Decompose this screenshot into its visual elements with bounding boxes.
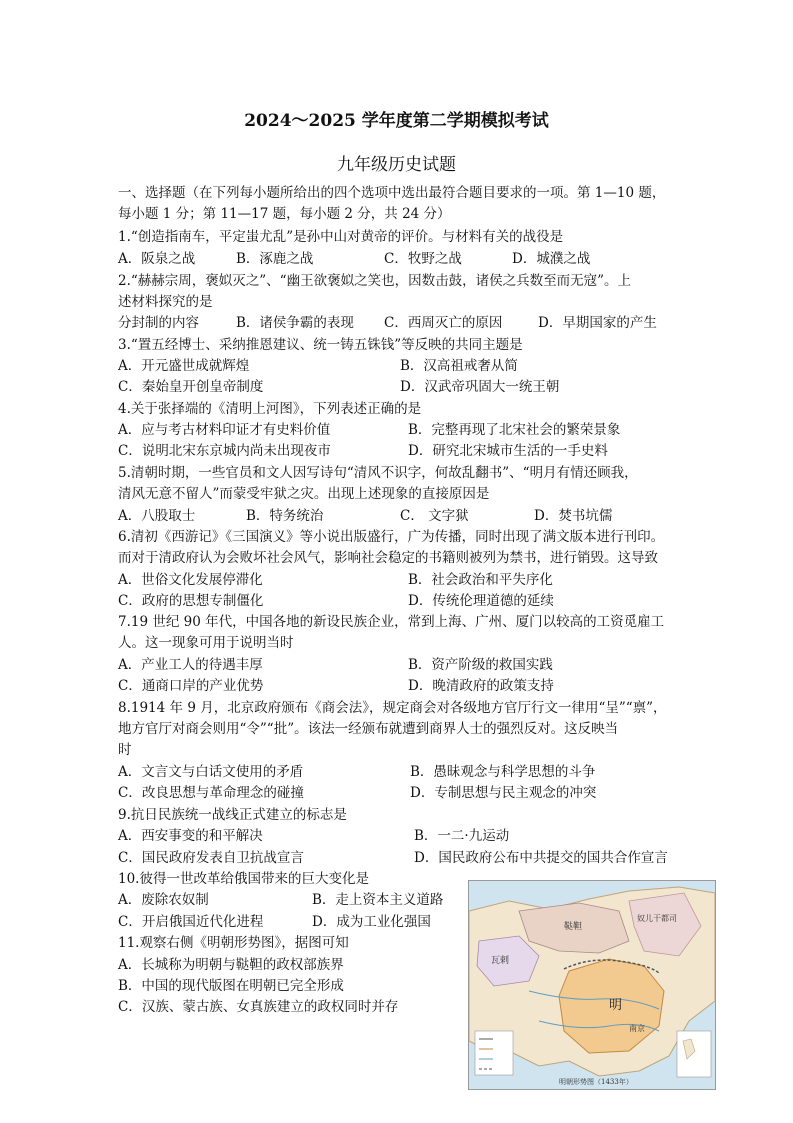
q6-option-c: C．政府的思想专制僵化	[118, 593, 264, 609]
q10-stem: 10.彼得一世改革给俄国带来的巨大变化是	[118, 871, 369, 887]
ming-map-image	[469, 881, 715, 1089]
q6-option-a: A．世俗文化发展停滞化	[118, 572, 263, 588]
q4-option-c: C．说明北宋东京城内尚未出现夜市	[118, 443, 331, 459]
q2-option-c: C．西周灭亡的原因	[384, 315, 503, 331]
q2-option-d: D．早期国家的产生	[538, 315, 657, 331]
map-caption: 明朝形势图（1433年）	[559, 1078, 633, 1086]
q9-option-a: A．西安事变的和平解决	[118, 828, 263, 844]
q5-option-c: C． 文字狱	[400, 508, 469, 524]
q4-option-d: D．研究北宋城市生活的一手史料	[408, 443, 608, 459]
map-label-east: 奴儿干都司	[637, 914, 677, 923]
q3-option-b: B．汉高祖戒奢从简	[400, 358, 518, 374]
q7-option-c: C．通商口岸的产业优势	[118, 678, 264, 694]
q1-option-d: D．城濮之战	[512, 251, 591, 267]
q11-option-c: C．汉族、蒙古族、女真族建立的政权同时并存	[118, 999, 399, 1015]
q10-option-c: C．开启俄国近代化进程	[118, 914, 264, 930]
q9-option-c: C．国民政府发表自卫抗战宣言	[118, 850, 304, 866]
q1-option-a: A．阪泉之战	[118, 251, 196, 267]
q8-option-d: D．专制思想与民主观念的冲突	[410, 785, 597, 801]
q2-option-a: 分封制的内容	[118, 315, 199, 331]
exam-subtitle: 九年级历史试题	[337, 155, 456, 175]
q3-option-a: A．开元盛世成就辉煌	[118, 358, 250, 374]
exam-title: 2024～2025 学年度第二学期模拟考试	[244, 111, 549, 131]
q9-option-d: D．国民政府公布中共提交的国共合作宣言	[414, 850, 668, 866]
ming-map-figure	[468, 880, 716, 1090]
q8-option-b: B．愚昧观念与科学思想的斗争	[410, 764, 596, 780]
q4-stem: 4.关于张择端的《清明上河图》，下列表述正确的是	[118, 401, 422, 417]
map-label-south: 南京	[629, 1024, 645, 1033]
map-label-north: 鞑靼	[564, 922, 583, 932]
q4-option-a: A．应与考古材料印证才有史料价值	[118, 422, 331, 438]
q10-option-a: A．废除农奴制	[118, 892, 209, 908]
q6-option-b: B．社会政治和平失序化	[408, 572, 553, 588]
q1-option-b: B．涿鹿之战	[236, 251, 314, 267]
q3-option-d: D．汉武帝巩固大一统王朝	[400, 379, 560, 395]
q7-stem-2: 人。这一现象可用于说明当时	[118, 635, 294, 651]
q7-option-b: B．资产阶级的救国实践	[408, 657, 553, 673]
q5-option-a: A．八股取士	[118, 508, 196, 524]
q9-stem: 9.抗日民族统一战线正式建立的标志是	[118, 807, 347, 823]
q8-option-c: C．改良思想与革命理念的碰撞	[118, 785, 304, 801]
q5-option-d: D．焚书坑儒	[534, 508, 613, 524]
section-heading-line-1: 一、选择题（在下列每小题所给出的四个选项中选出最符合题目要求的一项。第 1—10 题，	[118, 185, 666, 201]
q11-option-a: A．长城称为明朝与鞑靼的政权部族界	[118, 957, 344, 973]
q11-stem: 11.观察右侧《明朝形势图》，据图可知	[118, 935, 349, 951]
map-label-west: 瓦剌	[491, 956, 510, 966]
map-label-center: 明	[609, 998, 623, 1013]
q5-stem-1: 5.清朝时期，一些官员和文人因写诗句“清风不识字，何故乱翻书”、“明月有情还顾我，	[118, 465, 638, 481]
q4-option-b: B．完整再现了北宋社会的繁荣景象	[408, 422, 621, 438]
q8-option-a: A．文言文与白话文使用的矛盾	[118, 764, 304, 780]
q6-stem-2: 而对于清政府认为会败坏社会风气，影响社会稳定的书籍则被列为禁书，进行销毁。这导致	[118, 550, 658, 566]
q10-option-d: D．成为工业化强国	[312, 914, 431, 930]
q1-stem: 1.“创造指南车，平定蚩尤乱”是孙中山对黄帝的评价。与材料有关的战役是	[118, 229, 564, 245]
q2-option-b: B．诸侯争霸的表现	[236, 315, 354, 331]
q8-stem-2: 地方官厅对商会则用“令”“批”。该法一经颁布就遭到商界人士的强烈反对。这反映当	[118, 721, 619, 737]
q9-option-b: B．一二·九运动	[414, 828, 510, 844]
q6-option-d: D．传统伦理道德的延续	[408, 593, 554, 609]
q6-stem-1: 6.清初《西游记》《三国演义》等小说出版盛行，广为传播，同时出现了满文版本进行刊印。	[118, 529, 665, 545]
q10-option-b: B．走上资本主义道路	[312, 892, 444, 908]
q8-stem-1: 8.1914 年 9 月，北京政府颁布《商会法》，规定商会对各级地方官厅行文一律用“呈”“禀”，	[118, 700, 667, 716]
q2-stem-1: 2.“赫赫宗周，褒姒灭之”、“幽王欲褒姒之笑也，因数击鼓，诸侯之兵数至而无寇”。上	[118, 273, 631, 289]
q7-option-a: A．产业工人的待遇丰厚	[118, 657, 263, 673]
q7-stem-1: 7.19 世纪 90 年代，中国各地的新设民族企业，常到上海、广州、厦门以较高的工资觅雇工	[118, 614, 665, 630]
section-heading-line-2: 每小题 1 分；第 11—17 题，每小题 2 分，共 24 分）	[118, 206, 451, 222]
q3-stem: 3.“置五经博士、采纳推恩建议、统一铸五铢钱”等反映的共同主题是	[118, 337, 523, 353]
q3-option-c: C．秦始皇开创皇帝制度	[118, 379, 264, 395]
q11-option-b: B．中国的现代版图在明朝已完全形成	[118, 978, 344, 994]
q2-stem-2: 述材料探究的是	[118, 294, 213, 310]
q8-stem-3: 时	[118, 742, 132, 758]
q5-option-b: B．特务统治	[246, 508, 324, 524]
q1-option-c: C．牧野之战	[384, 251, 462, 267]
q5-stem-2: 清风无意不留人”而蒙受牢狱之灾。出现上述现象的直接原因是	[118, 486, 490, 502]
q7-option-d: D．晚清政府的政策支持	[408, 678, 554, 694]
